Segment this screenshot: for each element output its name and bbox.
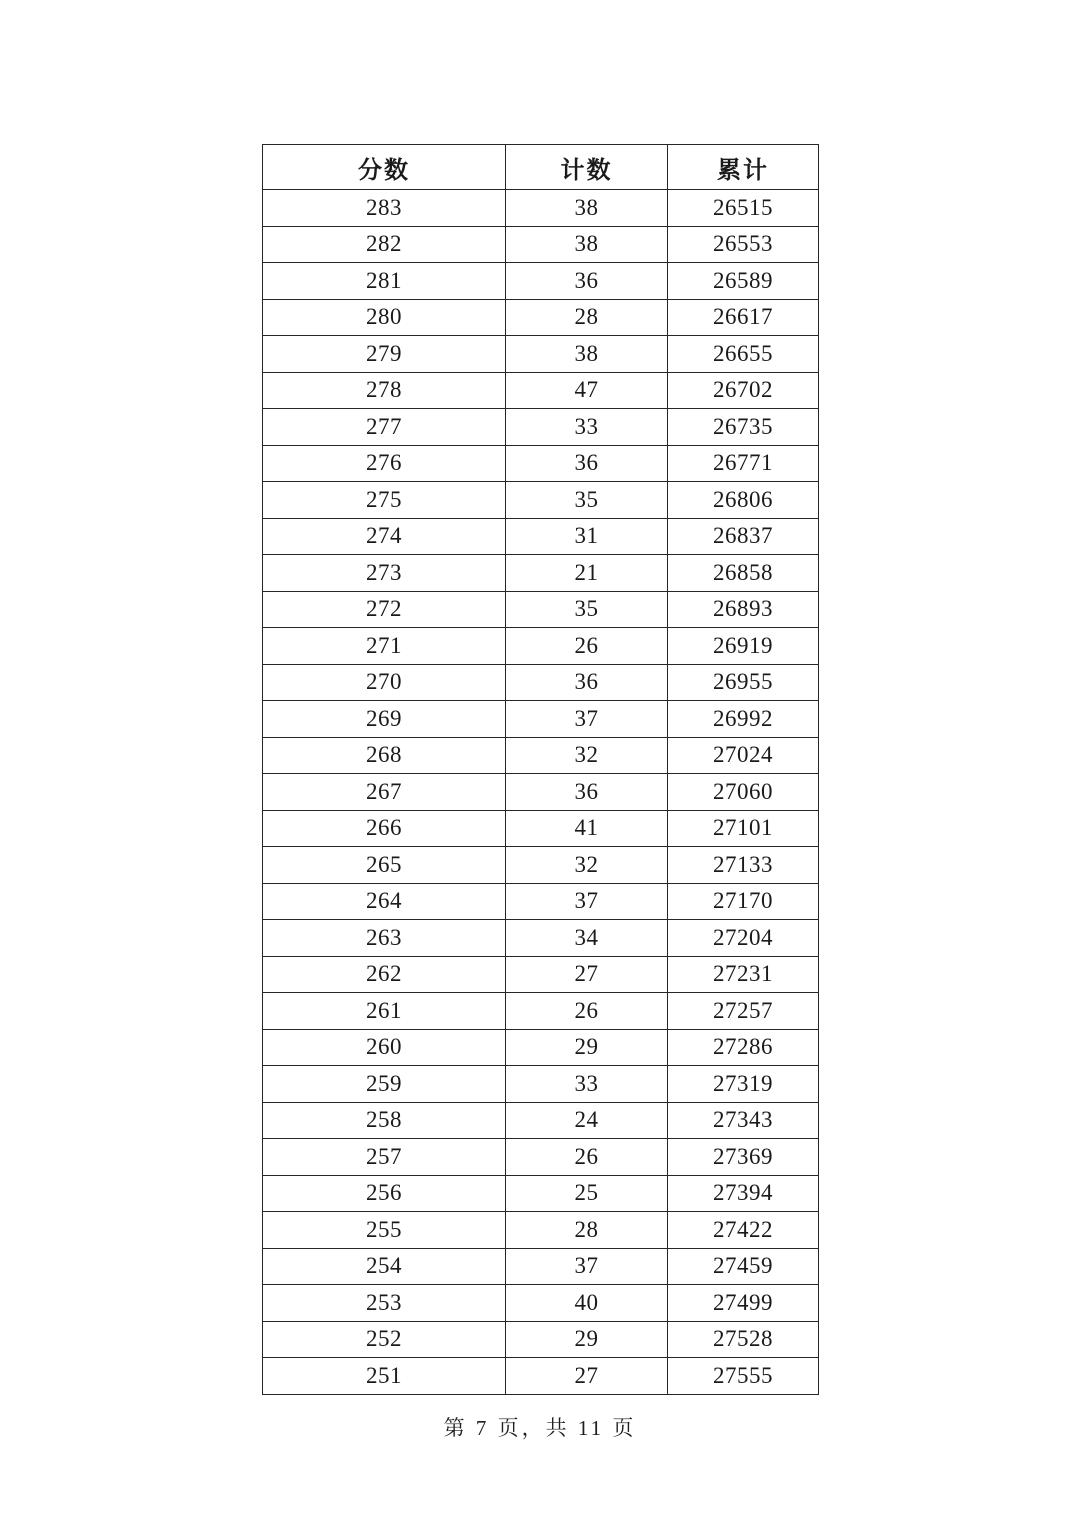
page-footer: 第 7 页，共 11 页: [443, 1416, 637, 1440]
table-row: [263, 1066, 819, 1103]
cell-count: 38: [506, 336, 668, 373]
cell-cumulative: 26806: [668, 482, 819, 519]
cell-score: 252: [263, 1321, 506, 1358]
cell-cumulative: 27101: [668, 810, 819, 847]
cell-count: 32: [506, 737, 668, 774]
table-row: [263, 555, 819, 592]
cell-cumulative: 26655: [668, 336, 819, 373]
table-row: [263, 409, 819, 446]
cell-cumulative: 26589: [668, 263, 819, 300]
cell-count: 26: [506, 1139, 668, 1176]
cell-count: 36: [506, 445, 668, 482]
cell-count: 36: [506, 664, 668, 701]
table-row: [263, 190, 819, 227]
table-row: [263, 1358, 819, 1395]
cell-score: 279: [263, 336, 506, 373]
table-row: [263, 1248, 819, 1285]
table-row: [263, 701, 819, 738]
cell-cumulative: 27499: [668, 1285, 819, 1322]
cell-score: 259: [263, 1066, 506, 1103]
table-row: [263, 1102, 819, 1139]
cell-score: 257: [263, 1139, 506, 1176]
cell-cumulative: 27555: [668, 1358, 819, 1395]
cell-cumulative: 27422: [668, 1212, 819, 1249]
table-row: [263, 628, 819, 665]
table-row: [263, 847, 819, 884]
cell-count: 38: [506, 226, 668, 263]
cell-cumulative: 27459: [668, 1248, 819, 1285]
cell-count: 38: [506, 190, 668, 227]
cell-score: 251: [263, 1358, 506, 1395]
cell-score: 261: [263, 993, 506, 1030]
cell-score: 271: [263, 628, 506, 665]
cell-count: 27: [506, 1358, 668, 1395]
cell-cumulative: 27343: [668, 1102, 819, 1139]
table-row: [263, 737, 819, 774]
cell-score: 256: [263, 1175, 506, 1212]
cell-count: 29: [506, 1321, 668, 1358]
cell-cumulative: 26858: [668, 555, 819, 592]
cell-count: 34: [506, 920, 668, 957]
cell-score: 273: [263, 555, 506, 592]
cell-count: 32: [506, 847, 668, 884]
table-body: [263, 190, 819, 1395]
cell-cumulative: 27369: [668, 1139, 819, 1176]
table-row: [263, 920, 819, 957]
cell-score: 274: [263, 518, 506, 555]
cell-score: 282: [263, 226, 506, 263]
cell-score: 255: [263, 1212, 506, 1249]
cell-count: 37: [506, 701, 668, 738]
cell-count: 28: [506, 1212, 668, 1249]
cell-score: 277: [263, 409, 506, 446]
cell-count: 21: [506, 555, 668, 592]
cell-count: 37: [506, 1248, 668, 1285]
cell-cumulative: 26955: [668, 664, 819, 701]
cell-count: 25: [506, 1175, 668, 1212]
cell-count: 35: [506, 482, 668, 519]
table-row: [263, 263, 819, 300]
cell-score: 258: [263, 1102, 506, 1139]
cell-count: 26: [506, 628, 668, 665]
cell-score: 266: [263, 810, 506, 847]
cell-count: 28: [506, 299, 668, 336]
cell-count: 31: [506, 518, 668, 555]
cell-count: 29: [506, 1029, 668, 1066]
cell-score: 262: [263, 956, 506, 993]
cell-score: 272: [263, 591, 506, 628]
table-row: [263, 1029, 819, 1066]
table-row: [263, 664, 819, 701]
cell-cumulative: 26617: [668, 299, 819, 336]
cell-cumulative: 26702: [668, 372, 819, 409]
cell-count: 40: [506, 1285, 668, 1322]
cell-count: 36: [506, 263, 668, 300]
cell-count: 33: [506, 409, 668, 446]
score-table-container: [262, 144, 818, 1395]
cell-cumulative: 26919: [668, 628, 819, 665]
cell-cumulative: 27024: [668, 737, 819, 774]
cell-score: 264: [263, 883, 506, 920]
table-row: [263, 956, 819, 993]
cell-cumulative: 27286: [668, 1029, 819, 1066]
cell-count: 24: [506, 1102, 668, 1139]
column-header-cumulative: 累计: [668, 145, 819, 190]
table-row: [263, 1321, 819, 1358]
table-row: [263, 993, 819, 1030]
cell-score: 254: [263, 1248, 506, 1285]
cell-score: 283: [263, 190, 506, 227]
cell-score: 278: [263, 372, 506, 409]
cell-count: 36: [506, 774, 668, 811]
table-header-row: [263, 145, 819, 190]
cell-cumulative: 27231: [668, 956, 819, 993]
cell-cumulative: 27204: [668, 920, 819, 957]
cell-count: 35: [506, 591, 668, 628]
cell-count: 37: [506, 883, 668, 920]
table-row: [263, 226, 819, 263]
cell-cumulative: 26837: [668, 518, 819, 555]
cell-cumulative: 27060: [668, 774, 819, 811]
cell-score: 260: [263, 1029, 506, 1066]
cell-count: 47: [506, 372, 668, 409]
table-row: [263, 336, 819, 373]
cell-score: 275: [263, 482, 506, 519]
table-row: [263, 1139, 819, 1176]
table-row: [263, 774, 819, 811]
cell-cumulative: 26553: [668, 226, 819, 263]
cell-cumulative: 27170: [668, 883, 819, 920]
column-header-count: 计数: [506, 145, 668, 190]
table-row: [263, 1175, 819, 1212]
cell-cumulative: 27528: [668, 1321, 819, 1358]
cell-score: 270: [263, 664, 506, 701]
column-header-score: 分数: [263, 145, 506, 190]
table-row: [263, 1212, 819, 1249]
cell-cumulative: 27133: [668, 847, 819, 884]
cell-score: 269: [263, 701, 506, 738]
table-row: [263, 518, 819, 555]
table-row: [263, 372, 819, 409]
table-row: [263, 1285, 819, 1322]
table-row: [263, 810, 819, 847]
table-row: [263, 299, 819, 336]
cell-score: 281: [263, 263, 506, 300]
cell-score: 267: [263, 774, 506, 811]
table-header: [263, 145, 819, 190]
table-row: [263, 591, 819, 628]
cell-score: 280: [263, 299, 506, 336]
table-row: [263, 883, 819, 920]
cell-cumulative: 26515: [668, 190, 819, 227]
cell-cumulative: 26893: [668, 591, 819, 628]
cell-score: 265: [263, 847, 506, 884]
cell-cumulative: 26771: [668, 445, 819, 482]
cell-cumulative: 27319: [668, 1066, 819, 1103]
cell-count: 26: [506, 993, 668, 1030]
cell-cumulative: 26992: [668, 701, 819, 738]
cell-score: 263: [263, 920, 506, 957]
table-row: [263, 445, 819, 482]
cell-cumulative: 27394: [668, 1175, 819, 1212]
cell-count: 41: [506, 810, 668, 847]
cell-cumulative: 27257: [668, 993, 819, 1030]
table-row: [263, 482, 819, 519]
cell-score: 268: [263, 737, 506, 774]
cell-score: 276: [263, 445, 506, 482]
cell-score: 253: [263, 1285, 506, 1322]
cell-count: 33: [506, 1066, 668, 1103]
cell-cumulative: 26735: [668, 409, 819, 446]
score-distribution-table: [262, 144, 819, 1395]
cell-count: 27: [506, 956, 668, 993]
